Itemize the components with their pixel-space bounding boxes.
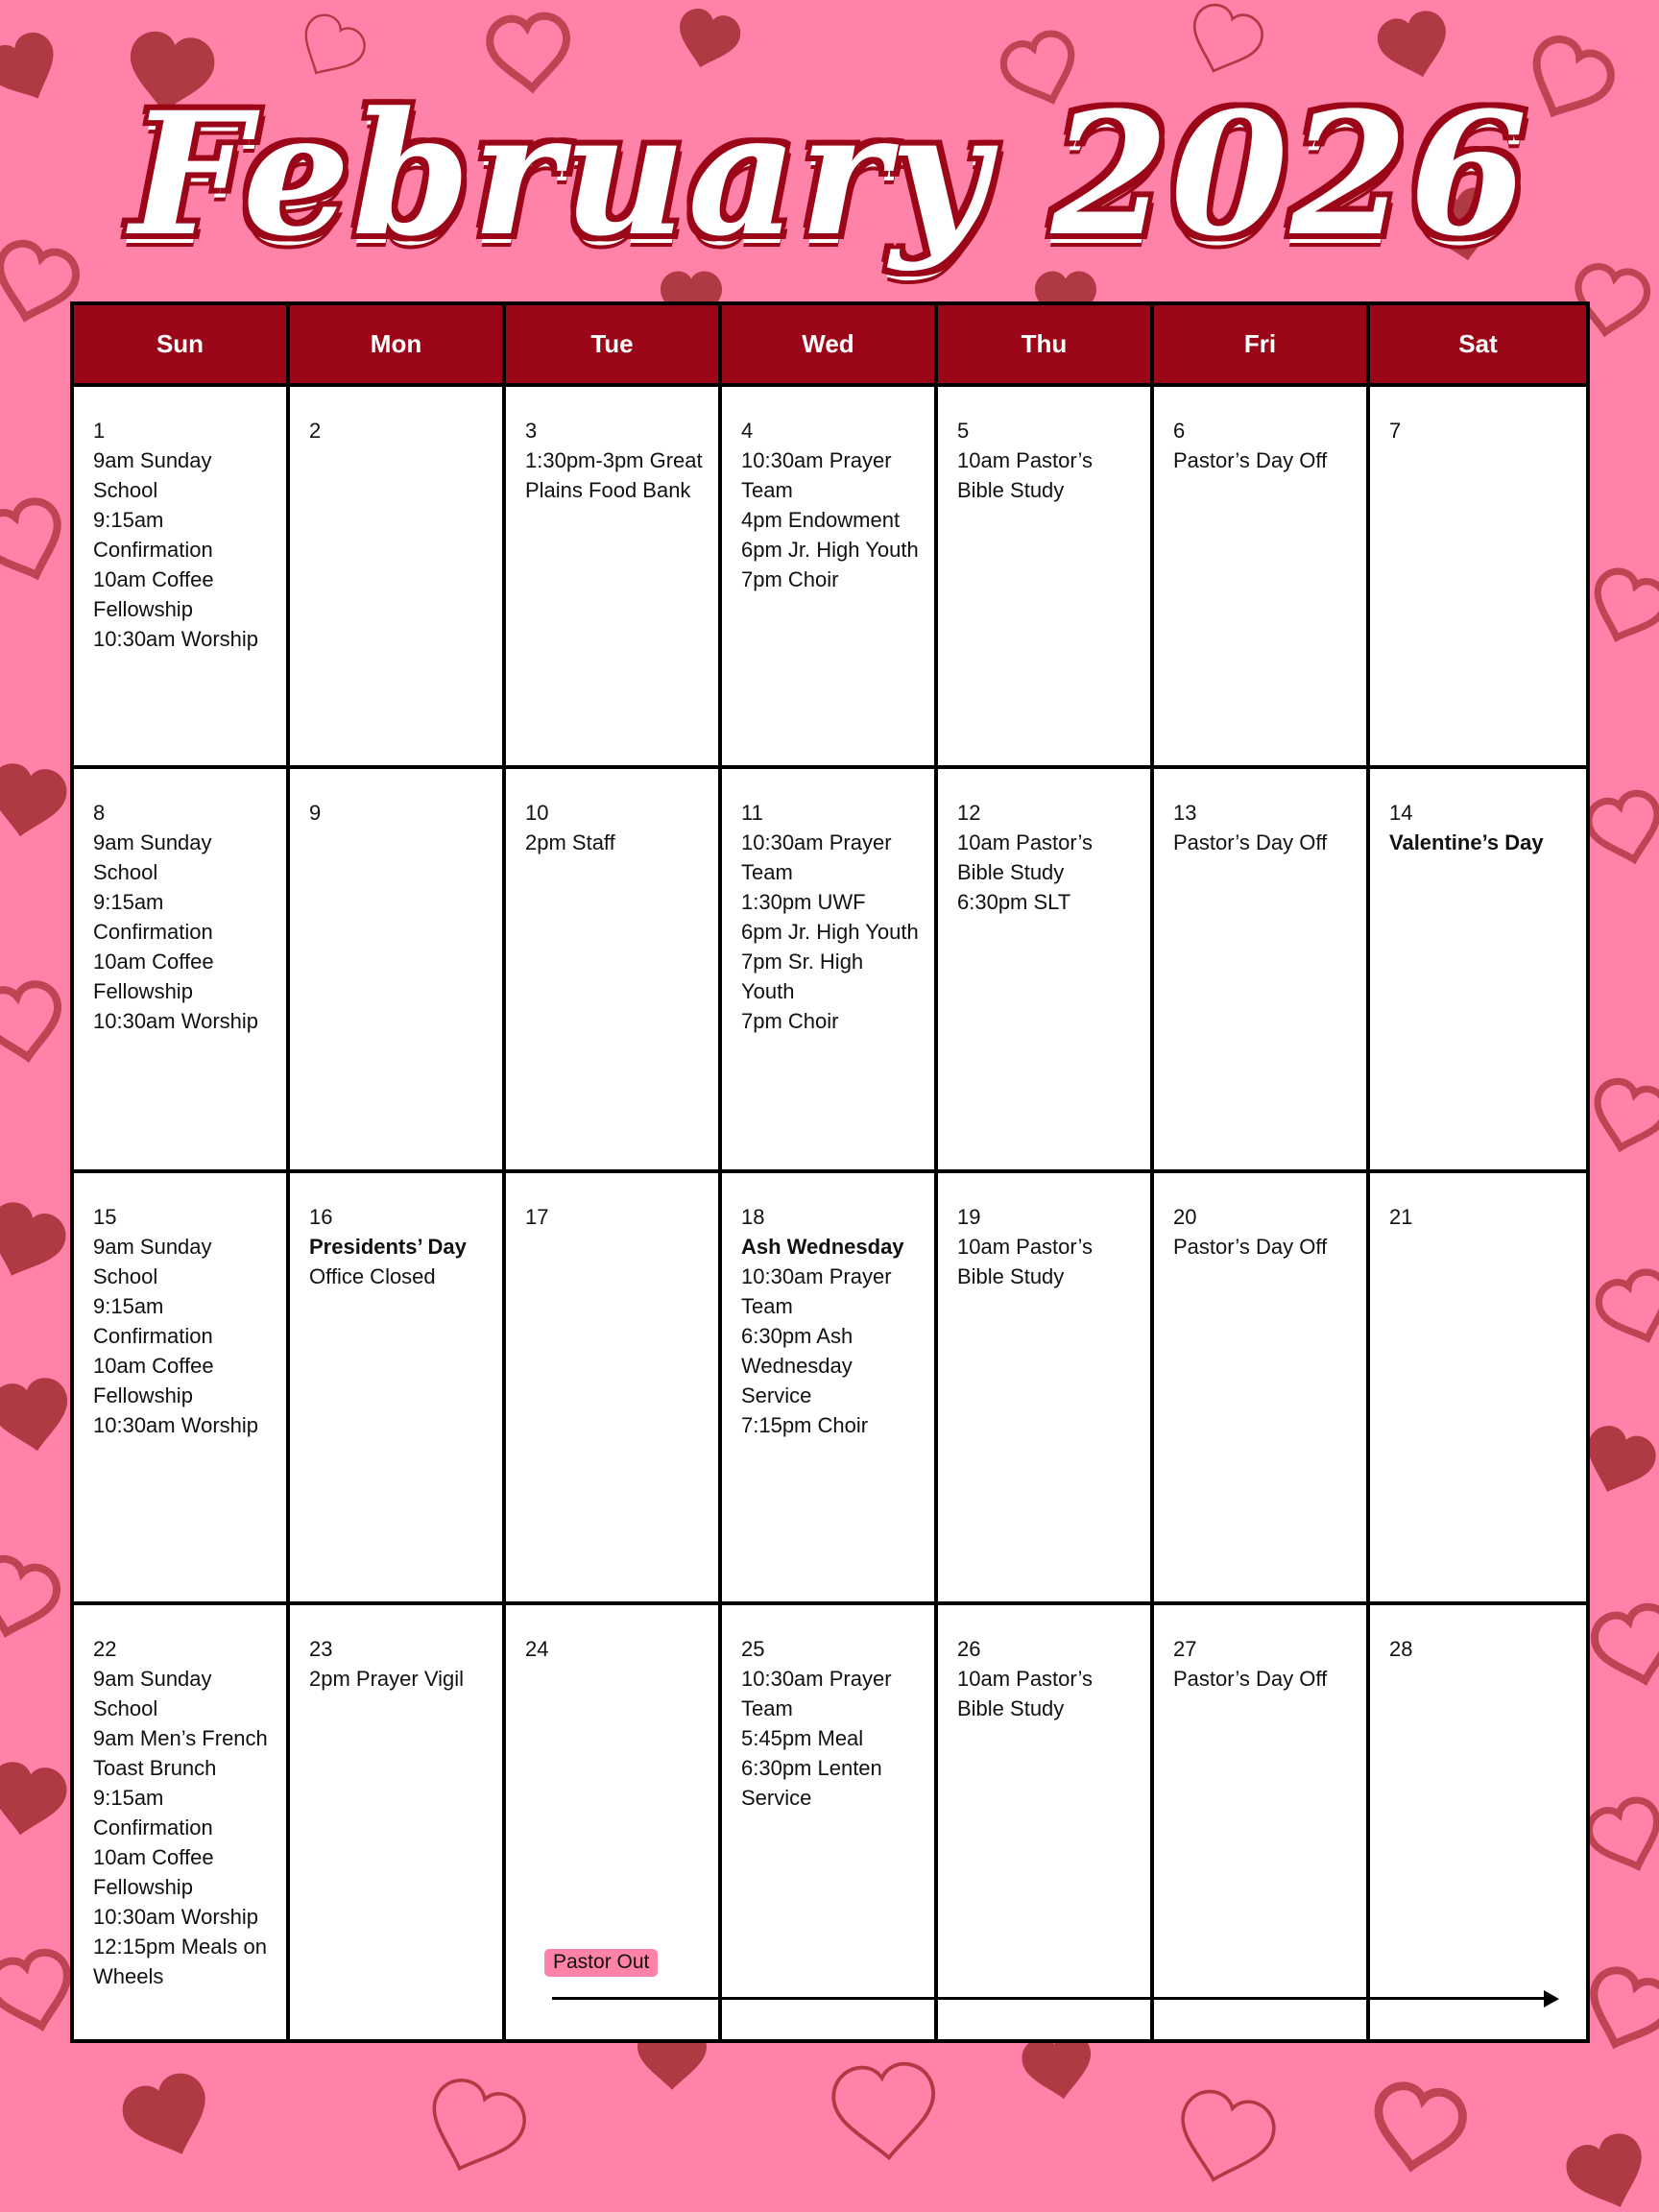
- day-number: 15: [93, 1205, 117, 1229]
- event-item: 9am Sunday School: [93, 1235, 212, 1288]
- event-item: 9am Sunday School: [93, 830, 212, 884]
- day-cell-2: [290, 387, 506, 769]
- heart-icon: [1370, 2082, 1467, 2174]
- event-item: Pastor’s Day Off: [1173, 1667, 1328, 1691]
- day-number: 13: [1173, 801, 1197, 825]
- event-item: 10am Coffee Fellowship: [93, 950, 214, 1003]
- event-item: 10:30am Worship: [93, 627, 259, 651]
- event-item: 6pm Jr. High Youth: [741, 538, 919, 562]
- event-item: 9:15am Confirmation: [93, 508, 213, 562]
- heart-icon: [0, 1196, 72, 1289]
- heart-icon: [1583, 1794, 1659, 1878]
- day-cell-5: [938, 387, 1154, 769]
- day-cell-14: [1370, 769, 1586, 1173]
- event-item: 9am Sunday School: [93, 448, 212, 502]
- day-cell-20: [1154, 1173, 1370, 1605]
- day-cell-4: [722, 387, 938, 769]
- day-cell-16: [290, 1173, 506, 1605]
- event-item: 10am Pastor’s Bible Study: [957, 1235, 1094, 1288]
- day-cell-12: [938, 769, 1154, 1173]
- pastor-out-arrow: [552, 1997, 1546, 2000]
- heart-icon: [1181, 0, 1267, 83]
- day-cell-8: [74, 769, 290, 1173]
- day-number: 26: [957, 1637, 981, 1661]
- day-number: 21: [1389, 1205, 1413, 1229]
- day-cell-26: [938, 1605, 1154, 2039]
- weekday-header-mon: Mon: [290, 305, 506, 387]
- weekday-header-fri: Fri: [1154, 305, 1370, 387]
- event-item: 2pm Prayer Vigil: [309, 1667, 464, 1691]
- day-cell-18: [722, 1173, 938, 1605]
- event-item: 10am Coffee Fellowship: [93, 567, 214, 621]
- day-number: 4: [741, 419, 754, 443]
- day-number: 20: [1173, 1205, 1197, 1229]
- event-item: 6:30pm SLT: [957, 890, 1071, 914]
- pastor-out-label: Pastor Out: [544, 1949, 658, 1977]
- event-item: 10:30am Worship: [93, 1413, 259, 1437]
- day-number: 12: [957, 801, 981, 825]
- page-title: February 2026: [130, 75, 1529, 274]
- day-cell-15: [74, 1173, 290, 1605]
- day-number: 2: [309, 419, 322, 443]
- event-item: 9:15am Confirmation: [93, 890, 213, 944]
- heart-icon: [1593, 1266, 1659, 1350]
- event-item: Pastor’s Day Off: [1173, 1235, 1328, 1259]
- day-cell-27: [1154, 1605, 1370, 2039]
- day-cell-17: [506, 1173, 722, 1605]
- day-number: 7: [1389, 419, 1402, 443]
- event-item: 2pm Staff: [525, 830, 615, 854]
- heart-icon: [1168, 2085, 1280, 2191]
- event-item: 9:15am Confirmation: [93, 1786, 213, 1839]
- day-cell-23: [290, 1605, 506, 2039]
- day-number: 18: [741, 1205, 765, 1229]
- day-cell-22: [74, 1605, 290, 2039]
- event-item: 1:30pm UWF: [741, 890, 866, 914]
- heart-icon: [1584, 565, 1659, 649]
- heart-icon: [0, 760, 70, 844]
- heart-icon: [831, 2061, 939, 2162]
- heart-icon: [1584, 789, 1659, 869]
- day-cell-28: [1370, 1605, 1586, 2039]
- day-cell-3: [506, 387, 722, 769]
- event-item: Ash Wednesday: [741, 1235, 904, 1259]
- heart-icon: [115, 2066, 221, 2168]
- heart-icon: [0, 495, 72, 589]
- event-item: 10:30am Prayer Team: [741, 830, 892, 884]
- day-cell-10: [506, 769, 722, 1173]
- day-cell-6: [1154, 387, 1370, 769]
- event-item: 10am Pastor’s Bible Study: [957, 830, 1094, 884]
- day-number: 28: [1389, 1637, 1413, 1661]
- event-item: 9am Sunday School: [93, 1667, 212, 1720]
- day-cell-9: [290, 769, 506, 1173]
- event-item: Office Closed: [309, 1264, 436, 1288]
- calendar-grid: [70, 301, 1590, 2043]
- day-cell-19: [938, 1173, 1154, 1605]
- event-item: Pastor’s Day Off: [1173, 830, 1328, 854]
- day-number: 3: [525, 419, 538, 443]
- day-number: 11: [741, 801, 763, 825]
- heart-icon: [0, 1948, 79, 2036]
- day-number: 25: [741, 1637, 765, 1661]
- event-item: 10am Coffee Fellowship: [93, 1354, 214, 1407]
- event-item: 6:30pm Lenten Service: [741, 1756, 882, 1810]
- event-item: 10am Pastor’s Bible Study: [957, 1667, 1094, 1720]
- heart-icon: [670, 5, 744, 76]
- event-item: 10:30am Prayer Team: [741, 1667, 892, 1720]
- day-number: 9: [309, 801, 322, 825]
- day-number: 22: [93, 1637, 117, 1661]
- event-item: Presidents’ Day: [309, 1235, 467, 1259]
- weekday-header-wed: Wed: [722, 305, 938, 387]
- heart-icon: [0, 1375, 75, 1458]
- event-item: 6pm Jr. High Youth: [741, 920, 919, 944]
- day-cell-21: [1370, 1173, 1586, 1605]
- event-item: 1:30pm-3pm Great Plains Food Bank: [525, 448, 703, 502]
- day-cell-11: [722, 769, 938, 1173]
- day-number: 23: [309, 1637, 333, 1661]
- event-item: 6:30pm Ash Wednesday Service: [741, 1324, 854, 1407]
- event-item: 4pm Endowment: [741, 508, 901, 532]
- day-number: 16: [309, 1205, 333, 1229]
- day-number: 14: [1389, 801, 1413, 825]
- weekday-header-thu: Thu: [938, 305, 1154, 387]
- weekday-header-sat: Sat: [1370, 305, 1586, 387]
- heart-icon: [0, 1759, 70, 1842]
- day-number: 1: [93, 419, 106, 443]
- day-cell-1: [74, 387, 290, 769]
- event-item: 10:30am Worship: [93, 1009, 259, 1033]
- day-number: 5: [957, 419, 970, 443]
- event-item: 10am Pastor’s Bible Study: [957, 448, 1094, 502]
- heart-icon: [0, 1554, 61, 1643]
- event-item: 7pm Sr. High Youth: [741, 950, 864, 1003]
- day-number: 10: [525, 801, 549, 825]
- arrow-head-icon: [1544, 1990, 1559, 2008]
- event-item: 7pm Choir: [741, 1009, 839, 1033]
- heart-icon: [1560, 2128, 1656, 2212]
- event-item: Pastor’s Day Off: [1173, 448, 1328, 472]
- event-item: 9am Men’s French Toast Brunch: [93, 1726, 268, 1780]
- day-cell-25: [722, 1605, 938, 2039]
- day-cell-13: [1154, 769, 1370, 1173]
- day-number: 6: [1173, 419, 1186, 443]
- heart-icon: [417, 2073, 533, 2184]
- event-item: 12:15pm Meals on Wheels: [93, 1935, 267, 1988]
- event-item: 7:15pm Choir: [741, 1413, 869, 1437]
- event-item: 10:30am Prayer Team: [741, 1264, 892, 1318]
- day-number: 24: [525, 1637, 549, 1661]
- day-cell-7: [1370, 387, 1586, 769]
- event-item: 5:45pm Meal: [741, 1726, 864, 1750]
- heart-icon: [1579, 1964, 1659, 2057]
- day-number: 19: [957, 1205, 981, 1229]
- event-item: 10:30am Worship: [93, 1905, 259, 1929]
- event-item: 10am Coffee Fellowship: [93, 1845, 214, 1899]
- event-item: Valentine’s Day: [1389, 830, 1544, 854]
- heart-icon: [1587, 1077, 1659, 1157]
- event-item: 7pm Choir: [741, 567, 839, 591]
- day-number: 17: [525, 1205, 549, 1229]
- event-item: 10:30am Prayer Team: [741, 448, 892, 502]
- weekday-header-tue: Tue: [506, 305, 722, 387]
- event-item: 9:15am Confirmation: [93, 1294, 213, 1348]
- heart-icon: [1590, 1602, 1659, 1691]
- day-number: 27: [1173, 1637, 1197, 1661]
- day-number: 8: [93, 801, 106, 825]
- heart-icon: [0, 981, 65, 1065]
- weekday-header-sun: Sun: [74, 305, 290, 387]
